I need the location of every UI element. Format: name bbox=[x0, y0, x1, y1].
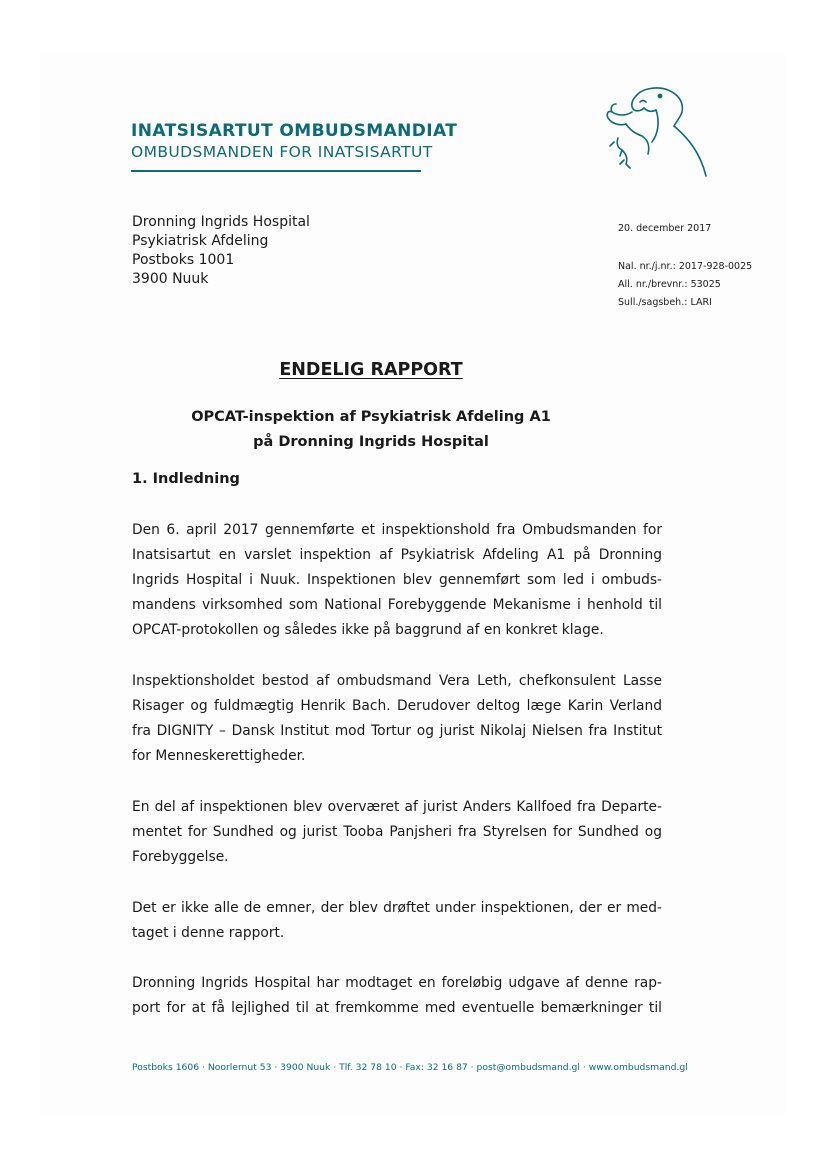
recipient-address bbox=[132, 213, 310, 289]
paragraph-line: Inspektionsholdet bestod af ombudsmand Vera Leth, chefkonsulent Lasse bbox=[132, 673, 662, 689]
recipient-name: Dronning Ingrids Hospital bbox=[132, 214, 310, 230]
paragraph-line: fra DIGNITY – Dansk Institut mod Tortur og jurist Nikolaj Nielsen fra Institut bbox=[132, 723, 662, 739]
subtitle-line-1: OPCAT-inspektion af Psykiatrisk Afdeling A1 bbox=[191, 409, 551, 425]
paragraph-3 bbox=[132, 795, 662, 870]
recipient-city: 3900 Nuuk bbox=[132, 271, 209, 287]
reference-handler: Sull./sagsbeh.: LARI bbox=[618, 297, 712, 308]
paragraph-line: Dronning Ingrids Hospital har modtaget en foreløbig udgave af denne rap- bbox=[132, 975, 662, 991]
letterhead-rule bbox=[131, 170, 421, 172]
paragraph-line: port for at få lejlighed til at fremkomme med eventuelle bemærkninger til bbox=[132, 1000, 662, 1016]
letter-date: 20. december 2017 bbox=[618, 223, 712, 234]
paragraph-line: mandens virksomhed som National Forebyggende Mekanisme i henhold til bbox=[132, 597, 662, 613]
paragraph-line: Ingrids Hospital i Nuuk. Inspektionen blev gennemført som led i ombuds- bbox=[132, 572, 662, 588]
paragraph-5 bbox=[132, 971, 662, 1021]
paragraph-2 bbox=[132, 669, 662, 769]
letterhead-line-1: INATSISARTUT OMBUDSMANDIAT bbox=[131, 121, 458, 141]
paragraph-line: mentet for Sundhed og jurist Tooba Panjsheri fra Styrelsen for Sundhed og bbox=[132, 824, 662, 840]
paragraph-4 bbox=[132, 896, 662, 946]
letterhead bbox=[131, 120, 458, 172]
footer-contact: Postboks 1606 · Noorlernut 53 · 3900 Nuuk · Tlf. 32 78 10 · Fax: 32 16 87 · post@ombudsmand.gl · www.ombudsmand.gl bbox=[132, 1062, 688, 1073]
paragraph-line: Forebyggelse. bbox=[132, 849, 229, 865]
paragraph-line: for Menneskerettigheder. bbox=[132, 748, 306, 764]
subtitle-line-2: på Dronning Ingrids Hospital bbox=[253, 434, 489, 450]
letterhead-line-2: OMBUDSMANDEN FOR INATSISARTUT bbox=[131, 143, 433, 161]
reference-journal: Nal. nr./j.nr.: 2017-928-0025 bbox=[618, 261, 753, 272]
reference-letter: All. nr./brevnr.: 53025 bbox=[618, 279, 721, 290]
paragraph-line: OPCAT-protokollen og således ikke på baggrund af en konkret klage. bbox=[132, 622, 604, 638]
reference-block bbox=[618, 258, 752, 312]
document-subtitle bbox=[0, 405, 742, 455]
recipient-department: Psykiatrisk Afdeling bbox=[132, 233, 269, 249]
paragraph-line: Den 6. april 2017 gennemførte et inspektionshold fra Ombudsmanden for bbox=[132, 522, 662, 538]
document-title: ENDELIG RAPPORT bbox=[279, 360, 463, 380]
paragraph-line: En del af inspektionen blev overværet af jurist Anders Kallfoed fra Departe- bbox=[132, 799, 662, 815]
paragraph-1 bbox=[132, 518, 662, 643]
section-heading: 1. Indledning bbox=[132, 471, 240, 487]
paragraph-line: Det er ikke alle de emner, der blev drøftet under inspektionen, der er med- bbox=[132, 900, 662, 916]
recipient-box: Postboks 1001 bbox=[132, 252, 235, 268]
paragraph-line: Risager og fuldmægtig Henrik Bach. Derudover deltog læge Karin Verland bbox=[132, 698, 662, 714]
paragraph-line: taget i denne rapport. bbox=[132, 925, 285, 941]
ombudsman-logo-icon bbox=[596, 82, 718, 182]
paragraph-line: Inatsisartut en varslet inspektion af Psykiatrisk Afdeling A1 på Dronning bbox=[132, 547, 662, 563]
